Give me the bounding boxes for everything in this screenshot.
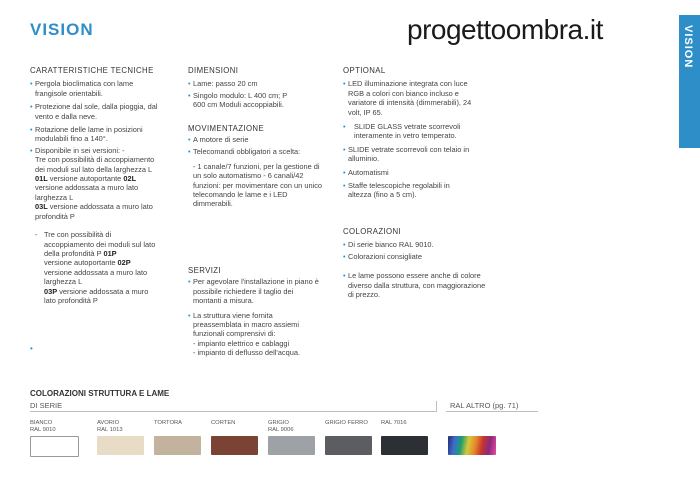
- swatch-label: AVORIO RAL 1013: [97, 420, 123, 433]
- swatch-label: CORTEN: [211, 420, 236, 426]
- bullet-lame: • Lame: passo 20 cm: [188, 79, 328, 88]
- heading-movimentazione: MOVIMENTAZIONE: [188, 123, 265, 133]
- bullet-staffe: • Staffe telescopiche regolabili in altezza (fino a 5 cm).: [343, 181, 468, 200]
- page-title: VISION: [30, 20, 94, 39]
- code-01p: 01P: [103, 248, 117, 258]
- text-03l: versione addossata a muro lato profondità P: [35, 202, 153, 221]
- text-03p: versione addossata a muro lato profondità P: [44, 286, 149, 305]
- text-02l: versione addossata a muro lato larghezza L: [35, 183, 139, 202]
- side-tab: [679, 15, 700, 148]
- bullet-slide-glass: • SLIDE GLASS vetrate scorrevoli interamente in vetro temperato.: [343, 122, 488, 141]
- bullet-rotazione: • Rotazione delle lame in posizioni modulabili fino a 140°.: [30, 125, 162, 144]
- text-01p: versione autoportante: [44, 258, 118, 268]
- dash-marker: -: [35, 230, 38, 240]
- telecomandi-text: - 1 canale/7 funzioni, per la gestione di un solo automatismo - 6 canali/42 funzioni: per movimentare con un unico telecomando le lame e i LED dimmerabili.: [193, 161, 322, 209]
- heading-dimensioni: DIMENSIONI: [188, 66, 239, 75]
- ral-altro-label: RAL ALTRO (pg. 71): [450, 401, 519, 410]
- versioni-larghezza: [30, 155, 162, 221]
- servizi-item-deflusso: - impianto di deflusso dell'acqua.: [193, 348, 300, 358]
- color-swatch: [268, 436, 315, 455]
- heading-optional: OPTIONAL: [343, 66, 386, 75]
- swatch-label: GRIGIO RAL 9006: [268, 420, 294, 433]
- text-01l: versione autoportante: [47, 174, 124, 184]
- heading-caratteristiche: CARATTERISTICHE TECNICHE: [30, 66, 154, 75]
- bullet-versioni: • Disponibile in sei versioni: -: [30, 146, 162, 155]
- swatch-label: GRIGIO FERRO: [325, 420, 368, 426]
- code-02l: 02L: [123, 174, 137, 184]
- bullet-motore: • A motore di serie: [188, 135, 328, 144]
- bullet-struttura: • La struttura viene fornita preassemblata in macro assiemi funzionali comprensivi di:: [188, 311, 323, 339]
- bullet-modulo: • Singolo modulo: L 400 cm; P 600 cm Moduli accoppiabili.: [188, 91, 288, 110]
- swatch-label: TORTORA: [154, 420, 183, 426]
- swatch-label: BIANCO RAL 9010: [30, 420, 56, 433]
- color-swatch: [97, 436, 144, 455]
- code-03l: 03L: [35, 202, 48, 212]
- colors-heading: COLORAZIONI STRUTTURA E LAME: [30, 389, 170, 398]
- column-caratteristiche: [30, 66, 162, 305]
- heading-colorazioni: COLORAZIONI: [343, 227, 402, 236]
- color-swatch: [381, 436, 428, 455]
- bullet-led: • LED illuminazione integrata con luce RGB a colori con bianco incluso e variatore di intensità (dimmerabili), 24 volt, IP 65.: [343, 79, 476, 117]
- bullet-protezione: • Protezione dal sole, dalla pioggia, dal vento e dalla neve.: [30, 102, 162, 121]
- bullet-pergola: • Pergola bioclimatica con lame frangisole orientabili.: [30, 79, 162, 98]
- ral-altro-swatch: [448, 436, 496, 455]
- heading-servizi: SERVIZI: [188, 266, 221, 275]
- column-servizi: [188, 266, 323, 358]
- bullet-lame-colore: • Le lame possono essere anche di colore diverso dalla struttura, con maggiorazione di prezzo.: [343, 271, 488, 299]
- column-colorazioni: [343, 227, 488, 299]
- divider-vertical: [436, 401, 437, 412]
- versioni-profondita-intro: Tre con possibilità di accoppiamento dei moduli sul lato della profondità P: [44, 230, 156, 258]
- bullet-di-serie: • Di serie bianco RAL 9010.: [343, 240, 488, 249]
- bullet-automatismi: • Automatismi: [343, 168, 488, 177]
- color-swatch: [325, 436, 372, 455]
- swatch-label: RAL 7016: [381, 420, 407, 426]
- color-swatch: [154, 436, 201, 455]
- bullet-telecomandi: • Telecomandi obbligatori a scelta:: [188, 147, 328, 156]
- column-dimensioni: [188, 66, 328, 209]
- divider-ral-altro: [446, 411, 538, 412]
- servizi-item-elettrico: - impianto elettrico e cablaggi: [193, 338, 290, 348]
- code-03p: 03P: [44, 286, 58, 296]
- empty-bullet: •: [30, 344, 33, 353]
- versioni-profondita: [30, 230, 162, 305]
- bullet-consigliate: • Colorazioni consigliate: [343, 252, 488, 261]
- divider-di-serie: [30, 411, 436, 412]
- side-tab-label: VISION: [682, 25, 694, 69]
- di-serie-label: DI SERIE: [30, 401, 63, 410]
- versioni-larghezza-intro: Tre con possibilità di accoppiamento dei moduli sul lato della larghezza L: [35, 155, 155, 174]
- bullet-installazione: • Per agevolare l'installazione in piano è possibile richiedere il taglio dei montanti a misura.: [188, 277, 323, 305]
- color-swatch: [211, 436, 258, 455]
- code-02p: 02P: [117, 258, 131, 268]
- brand-logo: progettoombra.it: [407, 14, 603, 45]
- text-02p: versione addossata a muro lato larghezza L: [44, 267, 148, 287]
- column-optional: [343, 66, 488, 200]
- bullet-slide: • SLIDE vetrate scorrevoli con telaio in alluminio.: [343, 145, 488, 164]
- color-swatch: [30, 436, 79, 457]
- code-01l: 01L: [35, 174, 48, 184]
